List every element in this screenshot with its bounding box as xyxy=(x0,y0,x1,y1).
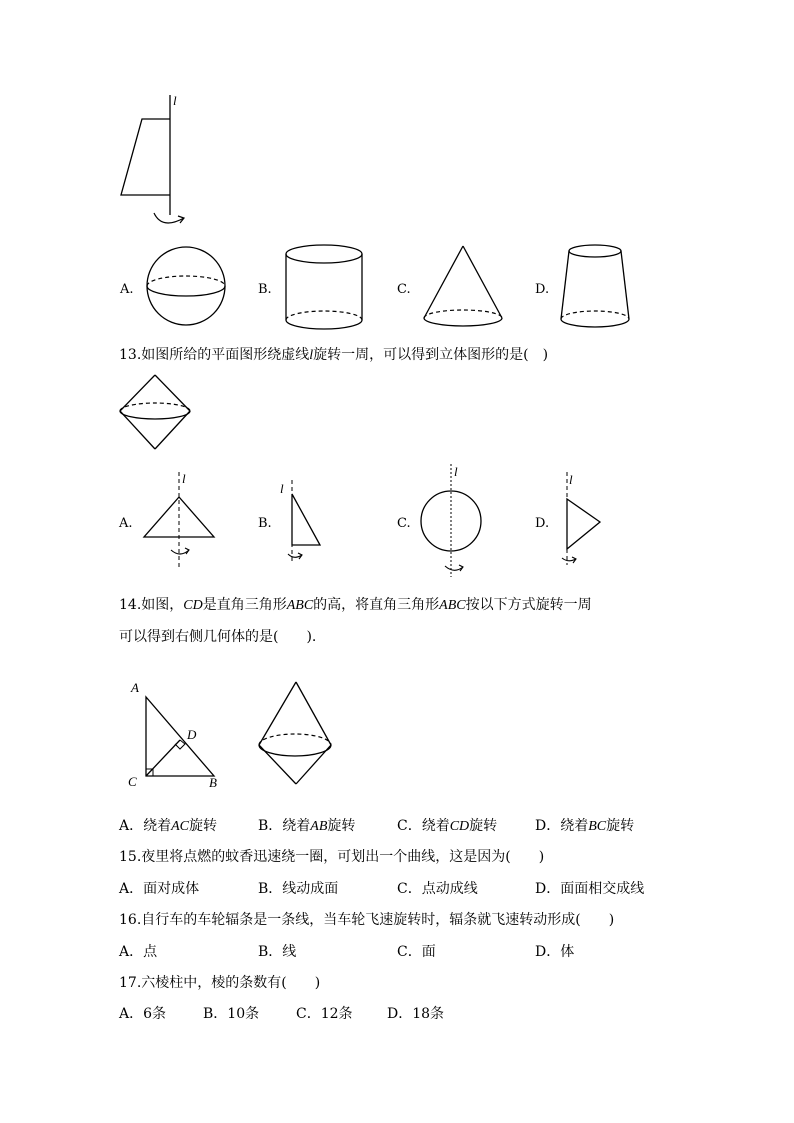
q14-option-b[interactable] xyxy=(258,817,355,836)
q14-option-b-letter: B． xyxy=(258,818,283,834)
q14-option-d-var: BC xyxy=(588,819,607,834)
point-label-a: A xyxy=(131,680,139,695)
cylinder-figure xyxy=(284,244,364,332)
double-cone-figure xyxy=(118,373,192,451)
q14-option-a-suffix: 旋转 xyxy=(189,818,218,834)
q14-option-a-prefix: 绕着 xyxy=(143,818,172,834)
q14-option-a-letter: A． xyxy=(119,818,144,834)
q15-stem: 15.夜里将点燃的蚊香迅速绕一圈，可划出一个曲线，这是因为( ) xyxy=(119,849,545,865)
q13-b-axis-label: l xyxy=(280,481,284,496)
cone-figure xyxy=(422,244,504,332)
q17-option-c[interactable]: C．12条 xyxy=(296,1006,353,1022)
q13-c-axis-label: l xyxy=(454,464,458,479)
q14-stem-var-abc-2: ABC xyxy=(439,598,466,613)
q14-stem-var-cd: CD xyxy=(183,598,203,613)
q14-option-d-prefix: 绕着 xyxy=(560,818,589,834)
q16-option-c[interactable]: C．面 xyxy=(397,944,436,960)
q14-option-d[interactable] xyxy=(535,817,634,836)
q14-option-c-letter: C． xyxy=(397,818,422,834)
q15-option-d[interactable]: D．面面相交成线 xyxy=(535,881,645,897)
q17-stem: 17.六棱柱中，棱的条数有( ) xyxy=(119,975,321,991)
q13-option-b-figure xyxy=(280,478,330,568)
q14-stem-line2: 可以得到右侧几何体的是( ). xyxy=(119,629,317,645)
q14-stem-text-2: 是直角三角形 xyxy=(202,597,287,613)
right-triangle-abc-figure xyxy=(125,678,225,790)
q14-stem-text-1: 14.如图， xyxy=(119,597,184,613)
q13-option-d-figure xyxy=(558,470,618,570)
q14-option-d-letter: D． xyxy=(535,818,561,834)
point-label-b: B xyxy=(209,775,217,790)
q13-option-c-figure xyxy=(418,462,488,582)
q14-stem-line1 xyxy=(119,596,592,615)
q13-stem xyxy=(119,346,548,365)
axis-label-l: l xyxy=(173,93,177,108)
q16-stem: 16.自行车的车轮辐条是一条线，当车轮飞速旋转时，辐条就飞速转动形成( ) xyxy=(119,912,615,928)
q13-option-b-label[interactable]: B. xyxy=(258,516,272,531)
q17-option-d[interactable]: D．18条 xyxy=(387,1006,445,1022)
q15-option-b[interactable]: B．线动成面 xyxy=(258,881,339,897)
point-label-c: C xyxy=(128,774,137,789)
frustum-figure xyxy=(559,243,631,333)
q13-d-axis-label: l xyxy=(569,472,573,487)
q14-option-d-suffix: 旋转 xyxy=(606,818,635,834)
q14-stem-text-4: 按以下方式旋转一周 xyxy=(465,597,592,613)
q13-stem-var: l xyxy=(309,348,314,363)
point-label-d: D xyxy=(187,727,197,742)
q13-option-a-label[interactable]: A. xyxy=(119,516,133,531)
q13-option-c-label[interactable]: C. xyxy=(397,516,411,531)
q17-option-b[interactable]: B．10条 xyxy=(203,1006,260,1022)
q14-option-c-var: CD xyxy=(449,819,470,834)
q14-option-c-suffix: 旋转 xyxy=(469,818,498,834)
q12-option-b-label[interactable]: B. xyxy=(258,282,272,297)
q14-option-c-prefix: 绕着 xyxy=(421,818,450,834)
q16-option-d[interactable]: D．体 xyxy=(535,944,575,960)
q12-option-a-label[interactable]: A. xyxy=(120,282,134,297)
q13-a-axis-label: l xyxy=(182,471,186,486)
q14-stem-text-3: 的高，将直角三角形 xyxy=(313,597,440,613)
q14-option-b-prefix: 绕着 xyxy=(282,818,311,834)
q16-option-b[interactable]: B．线 xyxy=(258,944,297,960)
q14-stem-var-abc-1: ABC xyxy=(286,598,314,613)
q15-option-c[interactable]: C．点动成线 xyxy=(397,881,478,897)
q13-stem-prefix: 13.如图所给的平面图形绕虚线 xyxy=(119,347,310,363)
q14-option-a-var: AC xyxy=(171,819,190,834)
q14-option-b-suffix: 旋转 xyxy=(327,818,356,834)
trapezoid-rotation-figure xyxy=(110,90,200,230)
q12-option-c-label[interactable]: C. xyxy=(397,282,411,297)
q13-option-d-label[interactable]: D. xyxy=(535,516,550,531)
q13-option-a-figure xyxy=(140,470,220,574)
q13-stem-suffix: 旋转一周，可以得到立体图形的是( ) xyxy=(313,347,549,363)
q12-option-d-label[interactable]: D. xyxy=(535,282,550,297)
sphere-figure xyxy=(145,245,227,329)
q17-option-a[interactable]: A．6条 xyxy=(119,1006,167,1022)
q14-option-a[interactable] xyxy=(119,817,217,836)
q14-option-c[interactable] xyxy=(397,817,497,836)
q15-option-a[interactable]: A．面对成体 xyxy=(119,881,200,897)
q14-option-b-var: AB xyxy=(310,819,328,834)
double-cone-solid-figure xyxy=(256,680,336,788)
q16-option-a[interactable]: A．点 xyxy=(119,944,158,960)
